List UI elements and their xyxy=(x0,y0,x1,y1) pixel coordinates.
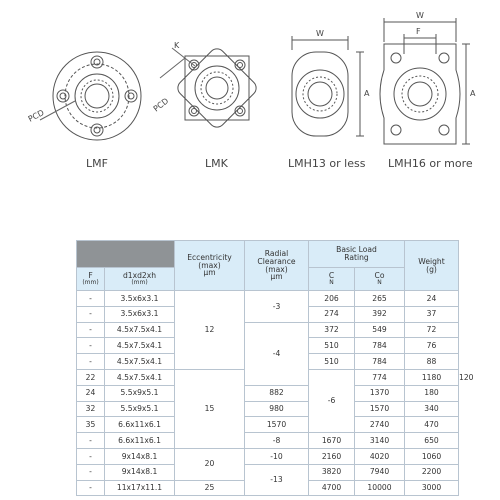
cell-dimensions: 4.5x7.5x4.1 xyxy=(105,338,175,354)
cell-radial-clearance: -8 xyxy=(245,433,309,449)
cell-c: 774 xyxy=(355,369,405,385)
cell-f: 22 xyxy=(77,369,105,385)
cell-dimensions: 9x14x8.1 xyxy=(105,448,175,464)
cell-dimensions: 3.5x6x3.1 xyxy=(105,291,175,307)
cell-weight: 88 xyxy=(405,354,459,370)
cell-dimensions: 5.5x9x5.1 xyxy=(105,401,175,417)
table-row xyxy=(77,322,459,338)
cell-radial-clearance: -4 xyxy=(245,322,309,385)
cell-c: 510 xyxy=(309,338,355,354)
cell-f: - xyxy=(77,448,105,464)
cell-weight: 2200 xyxy=(405,464,459,480)
cell-eccentricity: 20 xyxy=(175,448,245,480)
cell-radial-clearance: -3 xyxy=(245,291,309,323)
table-row xyxy=(77,401,459,417)
cell-weight: 72 xyxy=(405,322,459,338)
cell-weight: 1060 xyxy=(405,448,459,464)
cell-dimensions: 4.5x7.5x4.1 xyxy=(105,354,175,370)
cell-radial-clearance: -10 xyxy=(245,448,309,464)
cell-eccentricity: 25 xyxy=(175,480,245,496)
cell-dimensions: 4.5x7.5x4.1 xyxy=(105,369,175,385)
cell-eccentricity: 15 xyxy=(175,369,245,448)
lmh13-drawing xyxy=(292,36,364,136)
cell-dimensions: 9x14x8.1 xyxy=(105,464,175,480)
cell-weight: 24 xyxy=(405,291,459,307)
lmf-drawing xyxy=(40,52,141,140)
cell-dimensions: 5.5x9x5.1 xyxy=(105,385,175,401)
lmk-drawing xyxy=(160,46,259,131)
header-weight: Weight (g) xyxy=(405,241,459,291)
pcd-dimension: PCD xyxy=(151,96,171,114)
cell-weight: 180 xyxy=(405,385,459,401)
table-row: 22 4.5x7.5x4.1 15 -6 774 1180 120 xyxy=(77,369,459,385)
table-row xyxy=(77,417,459,433)
cell-f: - xyxy=(77,322,105,338)
cell-weight: 76 xyxy=(405,338,459,354)
cell-f: 24 xyxy=(77,385,105,401)
header-co: Co N xyxy=(355,268,405,291)
cell-co: 265 xyxy=(355,291,405,307)
cell-co: 1370 xyxy=(355,385,405,401)
drawing-area xyxy=(0,0,500,180)
a-dimension: A xyxy=(470,89,476,98)
cell-eccentricity: 12 xyxy=(175,291,245,370)
header-radial-clearance: Radial Clearance (max) μm xyxy=(245,241,309,291)
cell-c: 2160 xyxy=(309,448,355,464)
cell-co: 784 xyxy=(355,338,405,354)
cell-radial-clearance: -13 xyxy=(245,464,309,496)
cell-weight: 340 xyxy=(405,401,459,417)
table-row xyxy=(77,291,459,307)
cell-co: 3140 xyxy=(355,433,405,449)
header-f: F (mm) xyxy=(77,268,105,291)
cell-co: 784 xyxy=(355,354,405,370)
cell-c: 4700 xyxy=(309,480,355,496)
w-dimension: W xyxy=(416,11,424,20)
cell-c: 882 xyxy=(245,385,309,401)
cell-c: 372 xyxy=(309,322,355,338)
lmf-label: LMF xyxy=(86,157,108,170)
cell-co: 549 xyxy=(355,322,405,338)
cell-f: - xyxy=(77,433,105,449)
cell-dimensions: 11x17x11.1 xyxy=(105,480,175,496)
k-dimension: K xyxy=(174,41,180,50)
cell-co: 2740 xyxy=(355,417,405,433)
cell-f: 32 xyxy=(77,401,105,417)
table-row xyxy=(77,448,459,464)
cell-co: 1570 xyxy=(355,401,405,417)
cell-f: - xyxy=(77,354,105,370)
cell-c: 1570 xyxy=(245,417,309,433)
cell-f: 35 xyxy=(77,417,105,433)
cell-f: - xyxy=(77,306,105,322)
cell-f: - xyxy=(77,338,105,354)
cell-co: 7940 xyxy=(355,464,405,480)
cell-co: 1180 xyxy=(405,369,459,385)
cell-f: - xyxy=(77,480,105,496)
cell-weight: 470 xyxy=(405,417,459,433)
a-dimension: A xyxy=(364,89,370,98)
cell-c: 510 xyxy=(309,354,355,370)
cell-dimensions: 6.6x11x6.1 xyxy=(105,433,175,449)
table-row xyxy=(77,464,459,480)
spec-table xyxy=(76,240,474,496)
cell-co: 10000 xyxy=(355,480,405,496)
cell-f: - xyxy=(77,464,105,480)
cell-dimensions: 6.6x11x6.1 xyxy=(105,417,175,433)
cell-dimensions: 4.5x7.5x4.1 xyxy=(105,322,175,338)
cell-c: 206 xyxy=(309,291,355,307)
header-dimensions: d1xd2xh (mm) xyxy=(105,268,175,291)
cell-c: 1670 xyxy=(309,433,355,449)
f-dimension: F xyxy=(416,27,421,36)
cell-co: 392 xyxy=(355,306,405,322)
cell-weight: 3000 xyxy=(405,480,459,496)
cell-weight: 650 xyxy=(405,433,459,449)
flange-drawings xyxy=(0,0,500,180)
header-basic-load: Basic Load Rating xyxy=(309,241,405,268)
cell-radial-clearance: -6 xyxy=(309,369,355,432)
lmh13-label: LMH13 or less xyxy=(288,157,366,170)
header-blank xyxy=(77,241,175,268)
cell-c: 980 xyxy=(245,401,309,417)
cell-weight: 37 xyxy=(405,306,459,322)
table-row xyxy=(77,433,459,449)
header-c: C N xyxy=(309,268,355,291)
cell-f: - xyxy=(77,291,105,307)
lmh16-label: LMH16 or more xyxy=(388,157,473,170)
w-dimension: W xyxy=(316,29,324,38)
lmk-label: LMK xyxy=(205,157,228,170)
pcd-dimension: PCD xyxy=(26,108,46,124)
cell-dimensions: 3.5x6x3.1 xyxy=(105,306,175,322)
table-row xyxy=(77,385,459,401)
cell-c: 274 xyxy=(309,306,355,322)
cell-c: 3820 xyxy=(309,464,355,480)
header-eccentricity: Eccentricity (max) μm xyxy=(175,241,245,291)
cell-co: 4020 xyxy=(355,448,405,464)
lmh16-drawing xyxy=(380,18,470,144)
